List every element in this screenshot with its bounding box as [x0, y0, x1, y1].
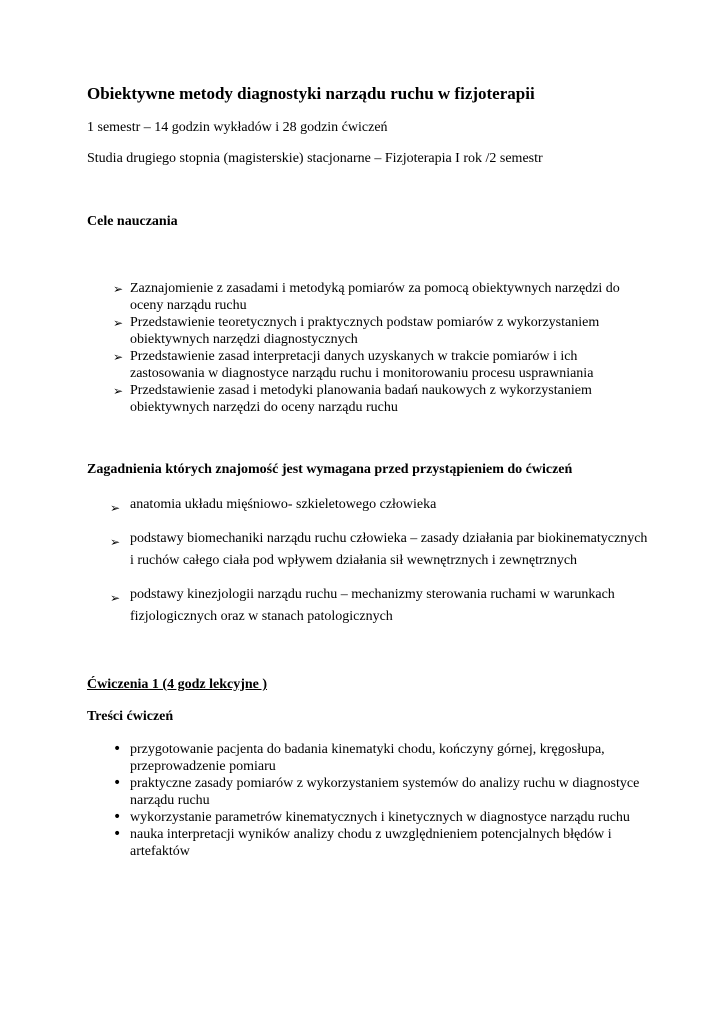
list-item-text: praktyczne zasady pomiarów z wykorzystaniem systemów do analizy ruchu w diagnostyce narządu ruchu: [130, 776, 640, 808]
exercise-contents-heading: Treści ćwiczeń: [87, 709, 174, 724]
list-item-text: Przedstawienie zasad interpretacji danych uzyskanych w trakcie pomiarów i ich zastosowania w diagnostyce narządu ruchu i monitorowaniu procesu usprawniania: [130, 349, 594, 381]
exercise-contents-list: [113, 741, 653, 860]
bullet-dot-icon: •: [113, 775, 122, 791]
exercise-1-heading: Ćwiczenia 1 (4 godz lekcyjne ): [87, 677, 268, 692]
list-item-text: Zaznajomienie z zasadami i metodyką pomiarów za pomocą obiektywnych narzędzi do oceny narządu ruchu: [130, 281, 620, 313]
list-item: [113, 775, 653, 809]
list-item-text: podstawy kinezjologii narządu ruchu – mechanizmy sterowania ruchami w warunkach fizjologicznych oraz w stanach patologicznych: [130, 587, 615, 624]
arrow-bullet-icon: ➢: [113, 350, 124, 364]
arrow-bullet-icon: ➢: [113, 316, 124, 330]
list-item-text: nauka interpretacji wyników analizy chodu z uwzględnieniem potencjalnych błędów i artefaktów: [130, 827, 612, 859]
list-item-text: Przedstawienie zasad i metodyki planowania badań naukowych z wykorzystaniem obiektywnych narzędzi do oceny narządu ruchu: [130, 383, 592, 415]
arrow-bullet-icon: ➢: [110, 591, 121, 605]
list-item-text: podstawy biomechaniki narządu ruchu człowieka – zasady działania par biokinematycznych i ruchów całego ciała pod wpływem działania sił wewnętrznych i zewnętrznych: [130, 531, 648, 568]
list-item: [113, 348, 653, 382]
goals-heading: Cele nauczania: [87, 214, 178, 229]
arrow-bullet-icon: ➢: [110, 535, 121, 549]
semester-info: 1 semestr – 14 godzin wykładów i 28 godzin ćwiczeń: [87, 120, 388, 135]
arrow-bullet-icon: ➢: [113, 282, 124, 296]
list-item: [110, 494, 650, 516]
list-item-text: anatomia układu mięśniowo- szkieletowego człowieka: [130, 497, 437, 512]
bullet-dot-icon: •: [113, 809, 122, 825]
list-item: [110, 584, 650, 628]
prerequisites-list: [110, 494, 650, 640]
document-title: Obiektywne metody diagnostyki narządu ruchu w fizjoterapii: [87, 84, 535, 103]
arrow-bullet-icon: ➢: [113, 384, 124, 398]
list-item-text: przygotowanie pacjenta do badania kinematyki chodu, kończyny górnej, kręgosłupa, przeprowadzenie pomiaru: [130, 742, 605, 774]
list-item: [113, 382, 653, 416]
list-item: [113, 314, 653, 348]
list-item-text: wykorzystanie parametrów kinematycznych i kinetycznych w diagnostyce narządu ruchu: [130, 810, 630, 825]
study-info: Studia drugiego stopnia (magisterskie) stacjonarne – Fizjoterapia I rok /2 semestr: [87, 151, 543, 166]
list-item: [110, 528, 650, 572]
arrow-bullet-icon: ➢: [110, 501, 121, 515]
list-item: [113, 809, 653, 826]
list-item: [113, 741, 653, 775]
list-item: [113, 280, 653, 314]
goals-list: [113, 280, 653, 416]
bullet-dot-icon: •: [113, 741, 122, 757]
list-item: [113, 826, 653, 860]
bullet-dot-icon: •: [113, 826, 122, 842]
list-item-text: Przedstawienie teoretycznych i praktycznych podstaw pomiarów z wykorzystaniem obiektywnych narzędzi diagnostycznych: [130, 315, 600, 347]
prerequisites-heading: Zagadnienia których znajomość jest wymagana przed przystąpieniem do ćwiczeń: [87, 462, 573, 477]
